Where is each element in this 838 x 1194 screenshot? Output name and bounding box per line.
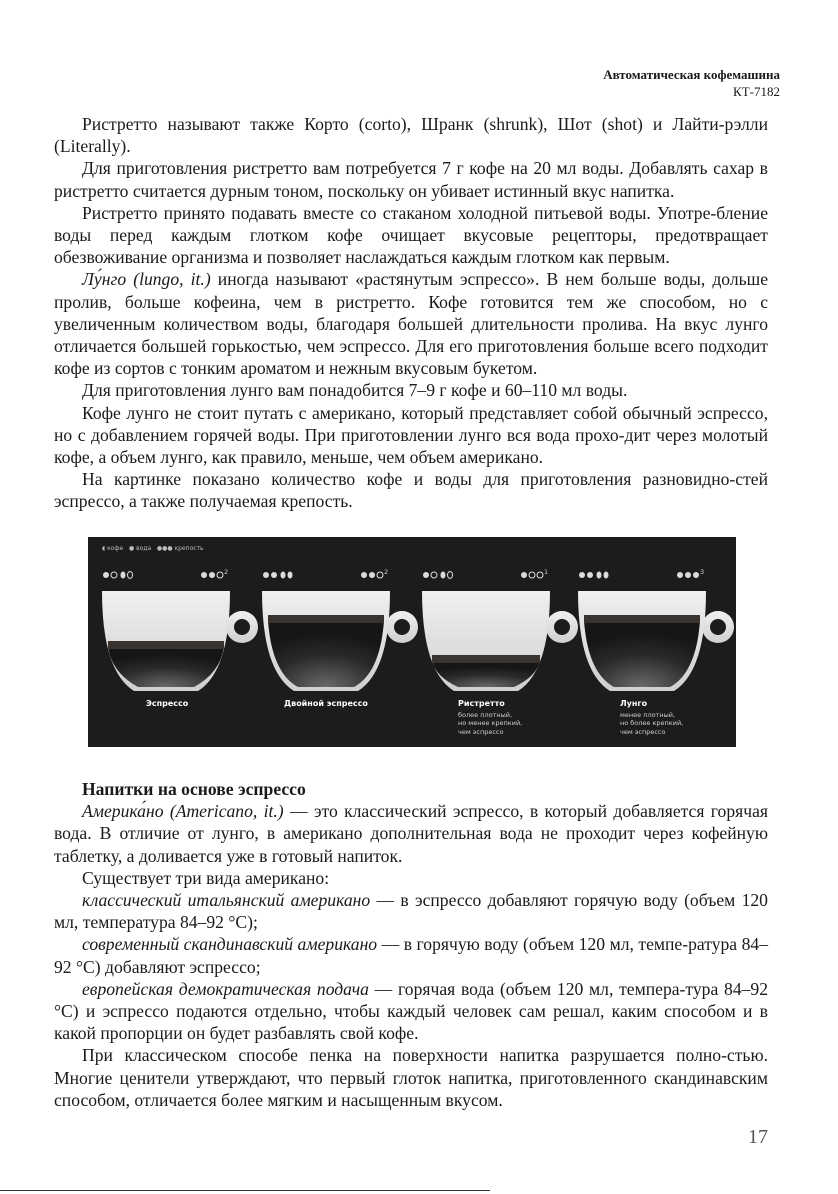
strength-value: 2 (384, 568, 389, 576)
strength-dot-icon (693, 572, 699, 578)
cup-espresso (102, 572, 258, 692)
coffee-bean-icon (288, 572, 293, 579)
paragraph (54, 933, 768, 977)
icon-row (103, 572, 223, 579)
strength-value: 3 (700, 568, 705, 576)
paragraph: Существует три вида американо: (82, 867, 330, 888)
paragraph: При классическом способе пенка на поверхности напитка разрушается полно-стью. Многие ценители утверждают, что первый глоток напитка, приготовленного скандинавским способом, отличается более мягким и насыщенным вкусом. (54, 1045, 768, 1110)
term-modern-scandinavian: современный скандинавский американо (82, 934, 378, 955)
strength-dot-icon (361, 572, 367, 578)
coffee-bean-icon (441, 572, 446, 579)
page-number: 17 (748, 1126, 768, 1148)
icon-row (423, 572, 543, 579)
paragraph: Для приготовления лунго вам понадобится 7–9 г кофе и 60–110 мл воды. (82, 380, 628, 401)
strength-dot-icon (377, 572, 383, 578)
footer-divider (0, 1190, 490, 1191)
paragraph-rest: — в эспрессо добавляют горячую воду (объем 120 мл, температура 84–92 °С); (54, 890, 768, 933)
term-americano: Америка́но (Americano, it.) (82, 801, 284, 822)
cup-double-espresso (262, 572, 418, 692)
strength-legend-icon: ●●● (156, 545, 173, 552)
coffee-legend-icon: ◖ (102, 545, 106, 552)
water-drop-icon (103, 572, 109, 578)
paragraph-rest: иногда называют «растянутым эспрессо». В нем больше воды, дольше пролив, больше кофеина, чем в ристретто. Кофе готовится тем же способом, но с увеличенным количеством воды, благодаря большей длительности пролива. На вкус лунго отличается большей горькостью, чем эспрессо. Для его приготовления больше всего подходит кофе из сортов с тонким ароматом и нежным вкусовым букетом. (54, 269, 769, 379)
note-line: но более крепкий, (620, 719, 684, 728)
term-lungo: Лу́нго (lungo, it.) (82, 269, 211, 290)
cup-label-ristretto: Ристретто (458, 699, 505, 708)
header-title: Автоматическая кофемашина (603, 67, 780, 82)
strength-dot-icon (537, 572, 543, 578)
cup-note-ristretto (458, 711, 522, 736)
strength-dot-icon (529, 572, 535, 578)
strength-dot-icon (217, 572, 223, 578)
strength-dot-icon (521, 572, 527, 578)
paragraph: Ристретто называют также Корто (corto), Шранк (shrunk), Шот (shot) и Лайти-рэлли (Literally). (54, 114, 768, 157)
term-classic-italian: классический итальянский американо (82, 890, 371, 911)
body-text-bottom (54, 778, 768, 1111)
figure-legend (102, 545, 204, 552)
paragraph (54, 889, 768, 933)
coffee-bean-icon (448, 572, 453, 579)
legend-water: вода (136, 545, 152, 552)
icon-row (579, 572, 699, 579)
icon-row (263, 572, 383, 579)
coffee-bean-icon (597, 572, 602, 579)
water-drop-legend-icon: ● (128, 545, 135, 552)
term-european-democratic: европейская демократическая подача (82, 978, 369, 999)
water-drop-icon (271, 572, 277, 578)
water-drop-icon (587, 572, 593, 578)
strength-dot-icon (201, 572, 207, 578)
paragraph: Для приготовления ристретто вам потребуется 7 г кофе на 20 мл воды. Добавлять сахар в ристретто считается дурным тоном, поскольку он убивает истинный вкус напитка. (54, 158, 768, 201)
note-line: чем эспрессо (620, 727, 666, 736)
strength-value: 1 (544, 568, 549, 576)
coffee-bean-icon (281, 572, 286, 579)
coffee-bean-icon (604, 572, 609, 579)
note-line: чем эспрессо (458, 727, 504, 736)
note-line: но менее крепкий, (458, 719, 523, 728)
water-drop-icon (431, 572, 437, 578)
strength-dot-icon (209, 572, 215, 578)
paragraph-rest: — горячая вода (объем 120 мл, темпера-тура 84–92 °С) и эспрессо подаются отдельно, чтобы каждый человек сам решал, каким способом и в какой пропорции он будет разбавлять свой кофе. (54, 978, 769, 1044)
cup-lungo (578, 572, 734, 692)
water-drop-icon (263, 572, 269, 578)
cup-ristretto (422, 572, 578, 692)
strength-value: 2 (224, 568, 229, 576)
note-line: более плотный, (458, 711, 513, 719)
cup-label-lungo: Лунго (620, 699, 648, 708)
water-drop-icon (423, 572, 429, 578)
paragraph (54, 978, 768, 1045)
header-model: КТ-7182 (733, 84, 780, 99)
espresso-cups-figure (88, 537, 736, 747)
strength-dot-icon (369, 572, 375, 578)
running-header (603, 66, 780, 100)
paragraph: Ристретто принято подавать вместе со стаканом холодной питьевой воды. Употре-бление воды перед каждым глотком кофе очищает вкусовые рецепторы, предотвращает обезвоживание организма и позволяет наслаждаться каждым глотком как первым. (54, 202, 768, 268)
paragraph (54, 800, 768, 867)
water-drop-icon (111, 572, 117, 578)
paragraph-rest: — в горячую воду (объем 120 мл, темпе-ратура 84–92 °С) добавляют эспрессо; (54, 934, 768, 977)
note-line: менее плотный, (620, 711, 676, 719)
paragraph-rest: — это классический эспрессо, в который добавляется горячая вода. В отличие от лунго, в американо дополнительная вода не проходит через кофейную таблетку, а доливается уже в готовый напиток. (54, 801, 768, 866)
coffee-bean-icon (121, 572, 126, 579)
strength-dot-icon (677, 572, 683, 578)
strength-dot-icon (685, 572, 691, 578)
paragraph: Кофе лунго не стоит путать с американо, который представляет собой обычный эспрессо, но с добавлением горячей воды. При приготовлении лунго вся вода прохо-дит через молотый кофе, а объем лунго, как правило, меньше, чем объем американо. (54, 402, 768, 468)
water-drop-icon (579, 572, 585, 578)
paragraph: На картинке показано количество кофе и воды для приготовления разновидно-стей эспрессо, а также получаемая крепость. (54, 469, 768, 512)
legend-coffee: кофе (107, 545, 124, 552)
cup-label-double-espresso: Двойной эспрессо (284, 699, 368, 708)
body-text-top (54, 113, 768, 513)
coffee-bean-icon (128, 572, 133, 579)
paragraph (54, 268, 768, 379)
cup-label-espresso: Эспрессо (146, 699, 189, 708)
section-title: Напитки на основе эспрессо (82, 779, 306, 799)
legend-strength: крепость (174, 545, 204, 552)
cup-note-lungo (620, 711, 683, 736)
